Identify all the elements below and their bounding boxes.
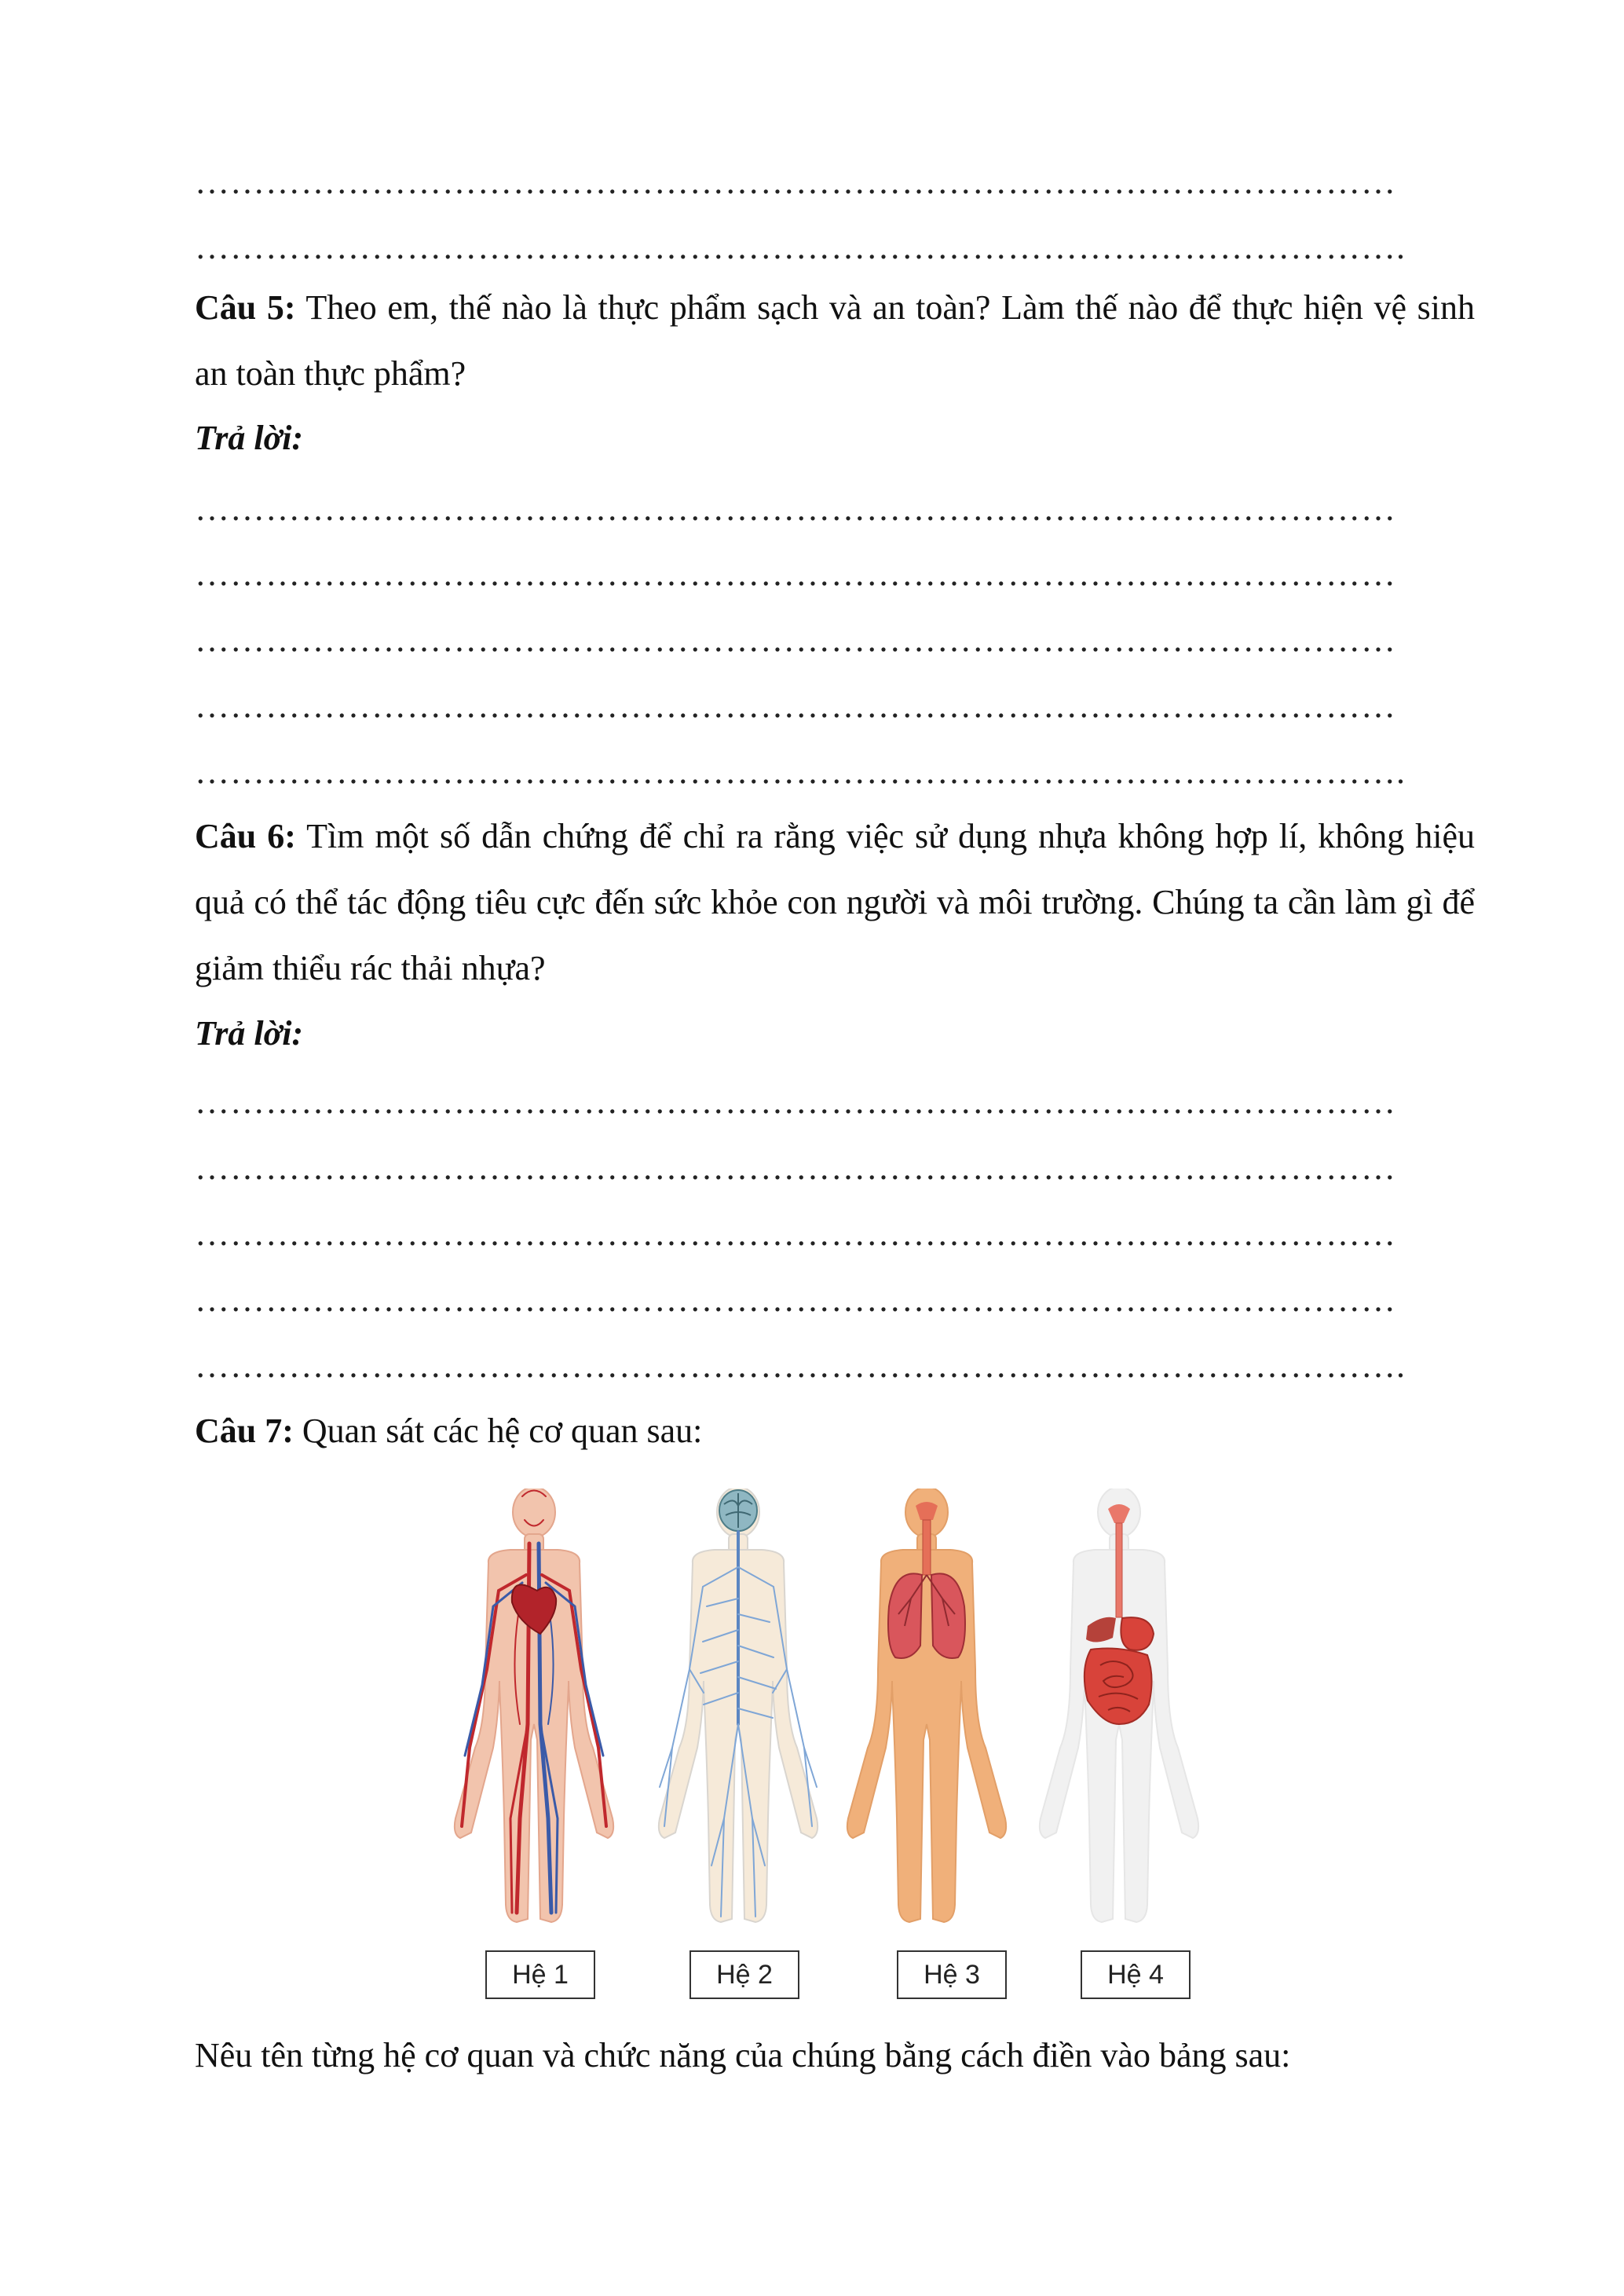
- answer-line: …………………………………………………………………………………………: [195, 555, 1396, 593]
- system-label-1: Hệ 1: [485, 1950, 595, 1999]
- question-7: [195, 1398, 1475, 1464]
- respiratory-system-icon: [847, 1489, 1006, 1922]
- system-label-4: Hệ 4: [1081, 1950, 1191, 1999]
- answer-line: …………………………………………………………………………………………: [195, 1214, 1396, 1253]
- question-6-label: Câu 6:: [195, 817, 296, 855]
- digestive-system-icon: [1040, 1489, 1198, 1922]
- question-5-text: Theo em, thế nào là thực phẩm sạch và an toàn? Làm thế nào để thực hiện vệ sinh an toàn thực phẩm?: [195, 288, 1475, 393]
- answer-line: …………………………………………………………………………………………: [195, 163, 1396, 201]
- question-7-label: Câu 7:: [195, 1412, 294, 1450]
- answer-line: …………………………………………………………………………………………: [195, 687, 1396, 725]
- question-7-text: Quan sát các hệ cơ quan sau:: [293, 1412, 703, 1450]
- nervous-system-icon: [659, 1489, 817, 1922]
- answer-line: …………………………………………………………………………………………: [195, 489, 1396, 528]
- answer-line: …………………………………………………………………………………………: [195, 621, 1396, 659]
- answer-line: …………………………………………………………………………………………: [195, 1280, 1396, 1319]
- organ-systems-illustration: [408, 1489, 1241, 1928]
- circulatory-system-icon: [455, 1489, 613, 1922]
- system-label-2: Hệ 2: [689, 1950, 799, 1999]
- question-6: [195, 804, 1475, 1002]
- organ-systems-figure: [408, 1489, 1241, 1999]
- answer-line: ………………………………………………………………………………………….: [195, 753, 1406, 791]
- question-7-instruction: Nêu tên từng hệ cơ quan và chức năng của chúng bằng cách điền vào bảng sau:: [195, 2036, 1291, 2074]
- answer-label: Trả lời:: [195, 419, 304, 457]
- question-5: [195, 275, 1475, 407]
- system-label-3: Hệ 3: [897, 1950, 1007, 1999]
- answer-label: Trả lời:: [195, 1014, 304, 1053]
- answer-line: ………………………………………………………………………………………….: [195, 1346, 1406, 1385]
- question-5-label: Câu 5:: [195, 288, 296, 327]
- answer-line: ………………………………………………………………………………………….: [195, 228, 1406, 266]
- answer-line: …………………………………………………………………………………………: [195, 1148, 1396, 1187]
- answer-line: …………………………………………………………………………………………: [195, 1082, 1396, 1121]
- question-6-text: Tìm một số dẫn chứng để chỉ ra rằng việc sử dụng nhựa không hợp lí, không hiệu quả có thể tác động tiêu cực đến sức khỏe con người và môi trường. Chúng ta cần làm gì để giảm thiểu rác thải nhựa?: [195, 817, 1475, 987]
